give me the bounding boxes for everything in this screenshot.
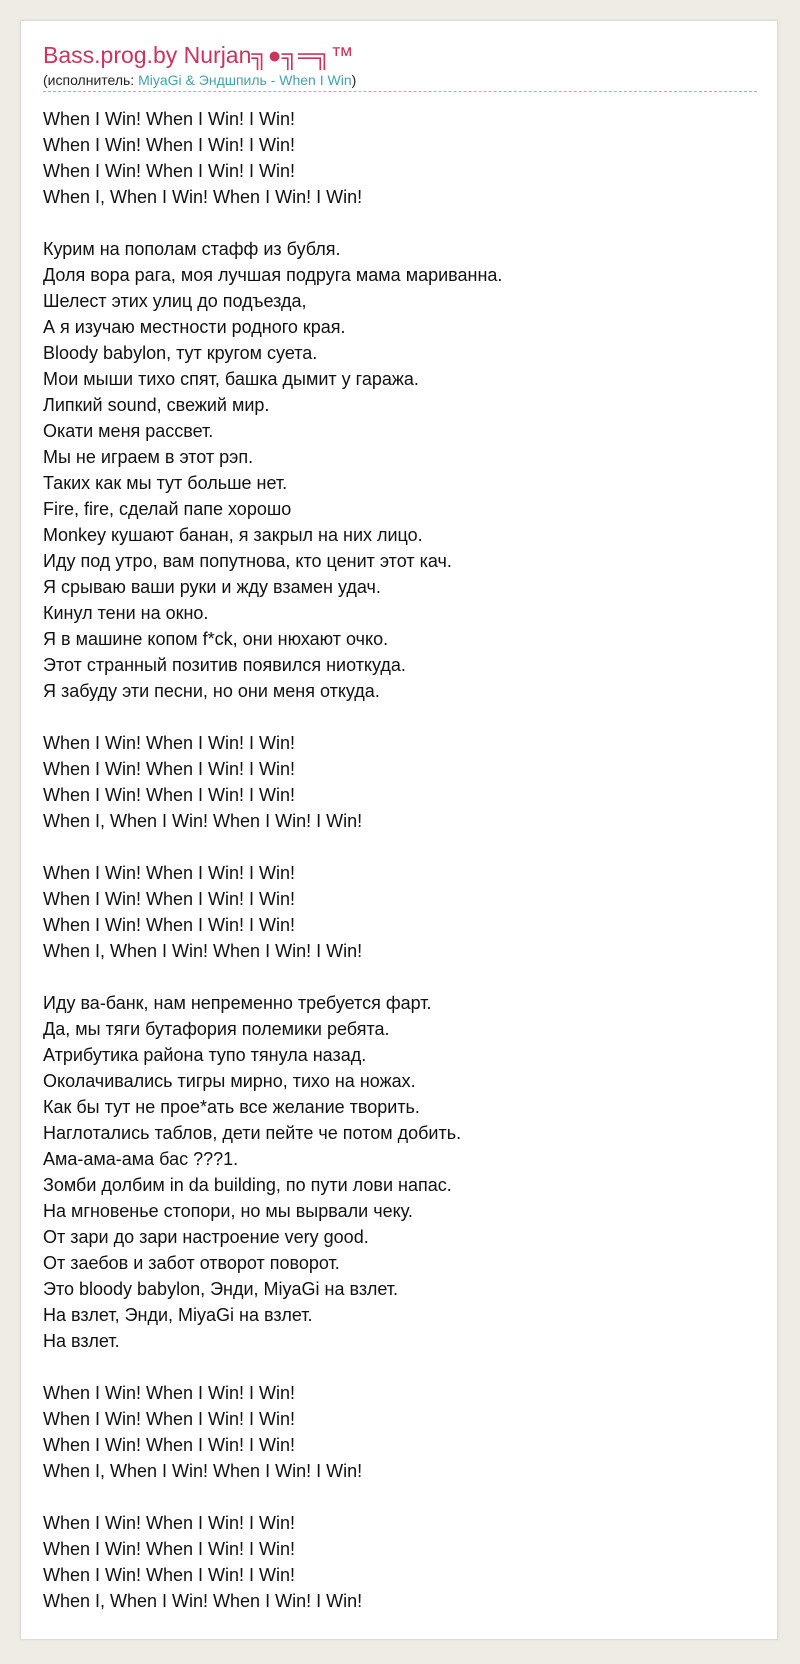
lyric-line: Доля вора рага, моя лучшая подруга мама мариванна. [43,265,503,285]
lyric-line: Как бы тут не прое*ать все желание творить. [43,1097,420,1117]
lyric-line: От заебов и забот отворот поворот. [43,1253,340,1273]
lyric-line: Я забуду эти песни, но они меня откуда. [43,681,380,701]
lyric-line: Этот странный позитив появился ниоткуда. [43,655,406,675]
lyric-line: Мы не играем в этот рэп. [43,447,254,467]
lyric-line: When I Win! When I Win! I Win! [43,889,296,909]
lyric-line: When I, When I Win! When I Win! I Win! [43,1591,363,1611]
lyric-line: When I, When I Win! When I Win! I Win! [43,941,363,961]
lyrics-card [20,20,778,1640]
lyric-line: When I Win! When I Win! I Win! [43,1383,296,1403]
artist-prefix: (исполнитель: [43,72,139,88]
artist-suffix: ) [351,72,357,88]
lyric-line: Наглотались таблов, дети пейте че потом добить. [43,1123,462,1143]
lyric-line: От зари до зари настроение very good. [43,1227,369,1247]
lyric-line: Fire, fire, сделай папе хорошо [43,499,292,519]
lyric-line: When I Win! When I Win! I Win! [43,1409,296,1429]
lyric-line: Я срываю ваши руки и жду взамен удач. [43,577,381,597]
artist-line [43,71,757,89]
artist-song-link[interactable]: MiyaGi & Эндшпиль - When I Win [138,72,352,88]
lyrics-stanza [43,990,757,1354]
lyric-line: Мои мыши тихо спят, башка дымит у гаража. [43,369,419,389]
lyric-line: Иду ва-банк, нам непременно требуется фарт. [43,993,432,1013]
lyric-line: А я изучаю местности родного края. [43,317,346,337]
lyric-line: Зомби долбим in da building, по пути лови напас. [43,1175,452,1195]
lyric-line: Ама-ама-ама бас ???1. [43,1149,239,1169]
lyric-line: Атрибутика района тупо тянула назад. [43,1045,367,1065]
lyric-line: Иду под утро, вам попутнова, кто ценит этот кач. [43,551,452,571]
site-title[interactable]: Bass.prog.by Nurjan╗●╗═╗™ [43,42,354,68]
lyrics-stanza [43,106,757,210]
lyrics-body [43,106,757,1640]
lyric-line: When I, When I Win! When I Win! I Win! [43,1461,363,1481]
lyric-line: When I Win! When I Win! I Win! [43,1565,296,1585]
lyrics-stanza [43,236,757,704]
lyric-line: When I Win! When I Win! I Win! [43,1435,296,1455]
lyrics-stanza [43,730,757,834]
lyric-line: When I Win! When I Win! I Win! [43,1539,296,1559]
lyric-line: На взлет. [43,1331,120,1351]
lyric-line: When I Win! When I Win! I Win! [43,863,296,883]
header-divider [43,91,757,92]
lyric-line: When I Win! When I Win! I Win! [43,733,296,753]
lyric-line: When I, When I Win! When I Win! I Win! [43,187,363,207]
lyric-line: Кинул тени на окно. [43,603,209,623]
lyrics-stanza [43,1510,757,1614]
lyric-line: Это bloody babylon, Энди, MiyaGi на взлет. [43,1279,399,1299]
lyric-line: Bloody babylon, тут кругом суета. [43,343,318,363]
header [43,41,757,92]
lyric-line: When I Win! When I Win! I Win! [43,161,296,181]
lyric-line: Окати меня рассвет. [43,421,214,441]
lyrics-stanza [43,860,757,964]
lyric-line: На взлет, Энди, MiyaGi на взлет. [43,1305,313,1325]
lyric-line: When I Win! When I Win! I Win! [43,135,296,155]
lyric-line: Я в машине копом f*ck, они нюхают очко. [43,629,389,649]
lyric-line: When I Win! When I Win! I Win! [43,1513,296,1533]
lyrics-stanza [43,1380,757,1484]
lyric-line: When I, When I Win! When I Win! I Win! [43,811,363,831]
lyric-line: When I Win! When I Win! I Win! [43,915,296,935]
lyric-line: Околачивались тигры мирно, тихо на ножах. [43,1071,416,1091]
lyric-line: Липкий sound, свежий мир. [43,395,270,415]
lyric-line: When I Win! When I Win! I Win! [43,785,296,805]
lyric-line: Да, мы тяги бутафория полемики ребята. [43,1019,390,1039]
lyric-line: Таких как мы тут больше нет. [43,473,288,493]
lyric-line: Шелест этих улиц до подъезда, [43,291,307,311]
lyric-line: When I Win! When I Win! I Win! [43,109,296,129]
lyric-line: Monkey кушают банан, я закрыл на них лицо. [43,525,423,545]
lyric-line: На мгновенье стопори, но мы вырвали чеку. [43,1201,413,1221]
lyric-line: Курим на пополам стафф из бубля. [43,239,341,259]
lyric-line: When I Win! When I Win! I Win! [43,759,296,779]
